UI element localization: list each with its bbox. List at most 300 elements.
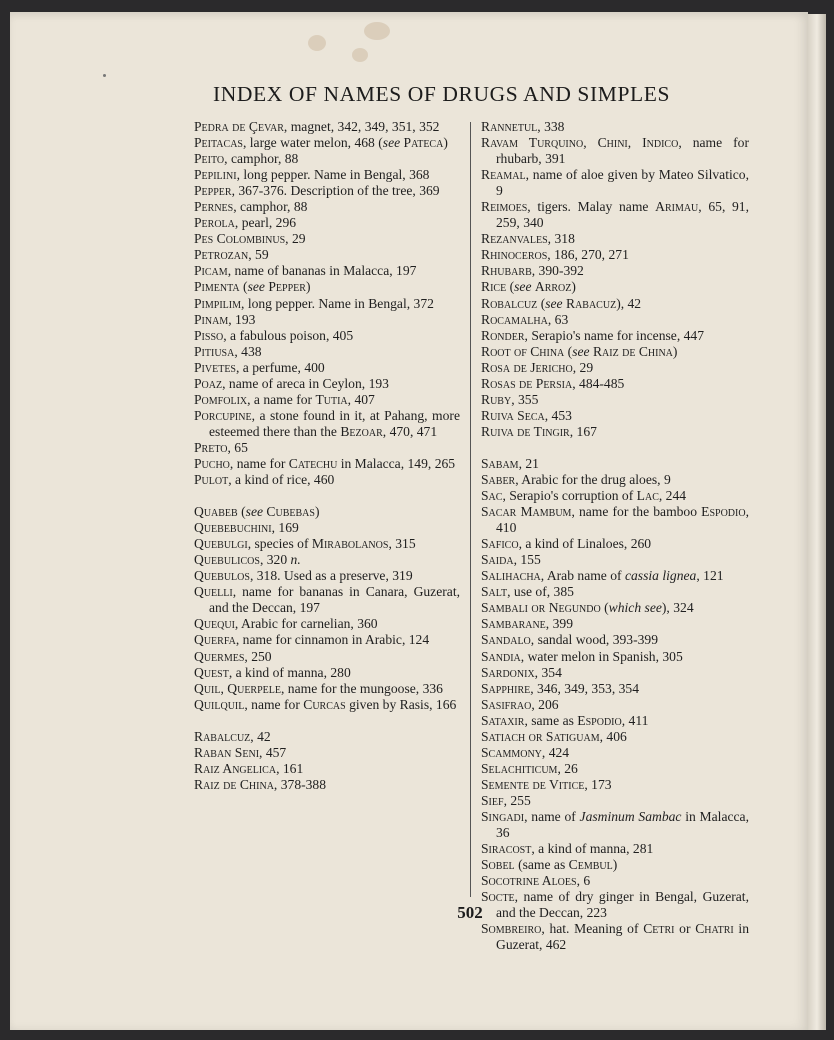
entry-term: Sambarane — [481, 616, 546, 632]
index-entry — [481, 665, 749, 681]
entry-text: , 318 — [547, 231, 575, 247]
entry-text: , name for — [244, 696, 304, 712]
entry-term: Mirabolanos — [311, 536, 389, 552]
entry-term: Salihacha — [481, 568, 541, 584]
entry-term: Cembul — [568, 857, 613, 873]
index-entry — [481, 761, 749, 777]
entry-term: Semente de Vitice — [481, 776, 585, 792]
entry-text: , 186, 270, 271 — [547, 247, 629, 263]
entry-text: , name for — [229, 455, 289, 471]
index-entry — [194, 215, 460, 231]
entry-term: Sobel — [481, 857, 515, 873]
entry-term: Rocamalha — [481, 311, 548, 327]
entry-text: , 411 — [621, 712, 649, 728]
index-entry — [481, 312, 749, 328]
entry-italic: see — [382, 135, 401, 151]
entry-text: , Arab name of — [540, 568, 625, 584]
entry-italic: which see — [608, 600, 662, 616]
index-entry — [481, 873, 749, 889]
index-entry — [194, 536, 460, 552]
index-entry — [481, 729, 749, 745]
index-entry — [194, 231, 460, 247]
entry-text: , 6 — [576, 873, 591, 889]
index-entry — [194, 472, 460, 488]
entry-term: Arroz — [534, 279, 572, 295]
entry-term: Sandia — [481, 648, 521, 664]
entry-term: Espodio — [701, 504, 746, 520]
section-gap — [194, 713, 460, 729]
entry-text: ( — [600, 600, 609, 616]
entry-term: Pedra de Çevar — [194, 119, 284, 134]
entry-term: Lac — [636, 488, 659, 504]
entry-term: Ronder — [481, 327, 525, 343]
index-entry — [194, 745, 460, 761]
entry-text: , 155 — [513, 552, 541, 568]
entry-text: , long pepper. Name in Bengal, 368 — [236, 167, 430, 183]
entry-term: Raiz de China — [194, 776, 274, 792]
entry-term: Cetri — [643, 921, 675, 937]
entry-text: ) — [571, 279, 576, 295]
entry-term: Peitacas — [194, 135, 243, 151]
index-entry — [194, 392, 460, 408]
section-gap — [194, 488, 460, 504]
entry-text: , a kind of Linaloes, 260 — [518, 536, 652, 552]
entry-text: , use of, 385 — [507, 584, 574, 600]
entry-text: given by Rasis, 166 — [345, 696, 457, 712]
index-entry — [194, 296, 460, 312]
index-entry — [194, 312, 460, 328]
entry-text: , Arabic for the drug aloes, 9 — [515, 471, 671, 487]
index-entry — [481, 247, 749, 263]
entry-text: , a kind of rice, 460 — [228, 472, 335, 488]
entry-term: Sardonix — [481, 664, 535, 680]
entry-text: , 315 — [388, 536, 416, 552]
entry-text: , 167 — [569, 423, 597, 439]
entry-term: Quest — [194, 664, 229, 680]
entry-term: Arimau — [655, 199, 699, 215]
index-entry — [481, 488, 749, 504]
entry-italic: see — [247, 279, 265, 295]
entry-text: ( — [564, 343, 573, 359]
entry-text: , 406 — [599, 728, 627, 744]
entry-text: , 26 — [557, 760, 578, 776]
entry-term: Pisso — [194, 327, 224, 343]
entry-text: , 169 — [271, 520, 299, 536]
entry-text: , 161 — [276, 760, 304, 776]
entry-term: Rezanvales — [481, 231, 548, 247]
entry-text: , hat. Meaning of — [541, 921, 644, 937]
entry-term: Pepilini — [194, 167, 237, 183]
entry-term: Porcupine — [194, 407, 252, 423]
index-entry — [481, 584, 749, 600]
entry-text: , 63 — [547, 311, 569, 327]
entry-term: Raiz Angelica — [194, 760, 277, 776]
entry-text: , large water melon, 468 ( — [242, 135, 383, 151]
entry-term: Pernes — [194, 199, 234, 215]
entry-term: Pulot — [194, 472, 229, 488]
entry-text: , 244 — [658, 488, 687, 504]
entry-text: , water melon in Spanish, 305 — [520, 648, 683, 664]
entry-term: Quabeb — [194, 504, 238, 520]
index-entry — [481, 841, 749, 857]
entry-text: , 338 — [537, 119, 565, 134]
index-entry — [194, 183, 460, 199]
entry-term: Quebulos — [194, 568, 250, 584]
page-number: 502 — [457, 903, 483, 922]
entry-text: ) — [314, 504, 320, 520]
entry-text: , 378-388 — [273, 776, 327, 792]
page-edge — [808, 14, 826, 1030]
index-entry — [481, 809, 749, 841]
index-entry — [194, 665, 460, 681]
entry-term: Reamal — [481, 167, 526, 183]
entry-term: Poaz — [194, 375, 223, 391]
index-entry — [194, 376, 460, 392]
entry-term: Cubebas — [266, 504, 315, 520]
entry-term: Chatri — [695, 921, 734, 937]
entry-term: Rice — [481, 279, 507, 295]
entry-text: , 59 — [248, 247, 269, 263]
entry-term: Raban Seni — [194, 744, 260, 760]
entry-term: Root of China — [481, 343, 565, 359]
entry-text: , 407 — [347, 391, 375, 407]
entry-term: Pinam — [194, 311, 229, 327]
entry-text: ( — [239, 279, 248, 295]
entry-text: , 438 — [234, 343, 262, 359]
entry-italic: see — [245, 504, 264, 520]
entry-text: ( — [537, 295, 546, 311]
entry-term: Socte — [481, 889, 515, 905]
entry-text: , 318. Used as a preserve, 319 — [249, 568, 413, 584]
index-entry — [194, 777, 460, 793]
entry-term: Sasifrao — [481, 696, 532, 712]
entry-text: ( — [237, 504, 246, 520]
entry-text: , 390-392 — [531, 263, 584, 279]
entry-term: Raiz de China — [592, 343, 673, 359]
entry-term: Robalcuz — [481, 295, 538, 311]
entry-term: Pimpilim — [194, 295, 242, 311]
entry-text: , sandal wood, 393-399 — [530, 632, 659, 648]
index-entry — [481, 328, 749, 344]
entry-text: , tigers. Malay name — [527, 199, 656, 215]
entry-term: Pitiusa — [194, 343, 235, 359]
entry-text: , 457 — [259, 744, 287, 760]
entry-term: Quequi — [194, 616, 235, 632]
index-entry — [194, 681, 460, 697]
index-entry — [481, 360, 749, 376]
entry-text: , 424 — [541, 744, 570, 760]
entry-text: , 453 — [544, 407, 572, 423]
index-column-right — [481, 119, 749, 953]
entry-text: , camphor, 88 — [233, 199, 308, 215]
entry-term: Quilquil — [194, 696, 245, 712]
index-entry — [194, 344, 460, 360]
entry-text: , — [220, 680, 228, 696]
entry-text: , name of dry ginger in Bengal, Guzerat, and the Deccan, 223 — [496, 889, 749, 921]
entry-term: Peito — [194, 151, 225, 167]
entry-text: , a fabulous poison, 405 — [223, 327, 354, 343]
index-entry — [481, 681, 749, 697]
entry-text: , camphor, 88 — [224, 151, 299, 167]
entry-term: Quebulgi — [194, 536, 248, 552]
entry-text: or — [674, 921, 696, 937]
entry-term: Ruiva Seca — [481, 407, 545, 423]
entry-term: Perola — [194, 215, 235, 231]
entry-term: Quelli — [194, 584, 233, 600]
entry-text: , a name for — [247, 391, 316, 407]
index-entry — [194, 263, 460, 279]
entry-term: Rosa de Jericho — [481, 359, 573, 375]
entry-term: Sacar Mambum — [481, 504, 572, 520]
entry-term: Selachiticum — [481, 760, 558, 776]
index-entry — [481, 568, 749, 584]
entry-text: , 355 — [511, 391, 539, 407]
index-entry — [194, 616, 460, 632]
index-entry — [194, 247, 460, 263]
entry-term: Ruiva de Tingir — [481, 423, 570, 439]
entry-text: , a perfume, 400 — [236, 359, 325, 375]
column-divider — [470, 122, 471, 897]
entry-term: Sambali or Negundo — [481, 600, 601, 616]
entry-text: , a kind of manna, 281 — [531, 841, 654, 857]
entry-text: , 470, 471 — [382, 423, 438, 439]
entry-term: Tutia — [315, 391, 348, 407]
entry-text: , name of — [524, 808, 580, 824]
index-entry — [194, 456, 460, 472]
entry-term: Pucho — [194, 455, 230, 471]
index-entry — [194, 328, 460, 344]
entry-term: Satiach or Satiguam — [481, 728, 600, 744]
index-entry — [481, 392, 749, 408]
entry-term: Sac — [481, 488, 503, 504]
ink-stain — [364, 22, 390, 40]
entry-term: Querpele — [227, 680, 281, 696]
index-entry — [481, 231, 749, 247]
entry-term: Catechu — [288, 455, 338, 471]
entry-text: , 193 — [228, 311, 256, 327]
index-entry — [194, 151, 460, 167]
entry-text: ), 42 — [616, 295, 642, 311]
entry-text: , 484-485 — [572, 375, 625, 391]
entry-text: , a kind of manna, 280 — [228, 664, 351, 680]
entry-term: Ruby — [481, 391, 512, 407]
entry-term: Querfa — [194, 632, 236, 648]
ink-stain — [352, 48, 368, 62]
entry-term: Bezoar — [340, 423, 383, 439]
entry-term: Sombreiro — [481, 921, 542, 937]
index-entry — [194, 440, 460, 456]
index-entry — [481, 713, 749, 729]
entry-term: Quebebuchini — [194, 520, 272, 536]
entry-text: , pearl, 296 — [234, 215, 297, 231]
entry-term: Ravam Turquino, Chini, Indico — [481, 135, 679, 151]
index-entry — [194, 568, 460, 584]
entry-term: Preto — [194, 439, 228, 455]
entry-text: ), 324 — [661, 600, 694, 616]
entry-italic: see — [572, 343, 590, 359]
index-entry — [481, 504, 749, 536]
index-entry — [481, 263, 749, 279]
speck — [103, 74, 106, 77]
entry-term: Salt — [481, 584, 508, 600]
index-entry — [481, 697, 749, 713]
entry-text: , 173 — [584, 776, 612, 792]
entry-text: , a stone found in it, at Pahang, more esteemed there than the — [209, 407, 460, 439]
entry-term: Pepper — [194, 183, 232, 199]
entry-text: , same as — [524, 712, 578, 728]
entry-text: , species of — [247, 536, 312, 552]
entry-term: Quermes — [194, 648, 245, 664]
index-entry — [481, 119, 749, 135]
index-entry — [194, 360, 460, 376]
entry-term: Pepper — [268, 279, 306, 295]
index-entry — [481, 857, 749, 873]
entry-term: Rabacuz — [566, 295, 617, 311]
entry-text: , 121 — [696, 568, 724, 584]
index-entry — [194, 520, 460, 536]
entry-term: Rosas de Persia — [481, 375, 573, 391]
entry-term: Curcas — [303, 696, 346, 712]
entry-text: , 367-376. Description of the tree, 369 — [231, 183, 440, 199]
index-entry — [481, 167, 749, 199]
index-entry — [481, 600, 749, 616]
entry-text: in Guzerat, 462 — [496, 921, 749, 953]
entry-text: ) — [672, 343, 678, 359]
index-entry — [481, 632, 749, 648]
entry-text: , 65, 91, 259, 340 — [496, 199, 749, 231]
entry-text: , 250 — [244, 648, 272, 664]
entry-text: , name for the bamboo — [571, 504, 702, 520]
entry-italic: n. — [290, 552, 301, 568]
entry-term: Sabam — [481, 455, 519, 471]
entry-text: , 410 — [496, 504, 749, 536]
entry-italic: see — [514, 279, 532, 295]
entry-text: , 206 — [531, 696, 559, 712]
entry-term: Picam — [194, 263, 228, 279]
index-entry — [481, 616, 749, 632]
entry-text: , name of bananas in Malacca, 197 — [227, 263, 417, 279]
entry-text: , name for bananas in Canara, Guzerat, and the Deccan, 197 — [209, 584, 460, 616]
entry-term: Espodio — [577, 712, 622, 728]
entry-text: , 255 — [503, 792, 531, 808]
entry-text: , name of aloe given by Mateo Silvatico, 9 — [496, 167, 749, 199]
entry-text: , Arabic for carnelian, 360 — [234, 616, 378, 632]
index-entry — [481, 408, 749, 424]
index-entry — [481, 649, 749, 665]
entry-text: in Malacca, 36 — [496, 808, 749, 841]
entry-term: Saida — [481, 552, 514, 568]
index-entry — [481, 472, 749, 488]
entry-term: Sandalo — [481, 632, 531, 648]
entry-italic: Jasminum Sambac — [579, 808, 682, 824]
entry-term: Socotrine Aloes — [481, 873, 577, 889]
entry-term: Reimoes — [481, 199, 528, 215]
index-entry — [481, 745, 749, 761]
entry-text: , 320 — [259, 552, 291, 568]
index-entry — [194, 199, 460, 215]
entry-text: , name for cinnamon in Arabic, 124 — [235, 632, 430, 648]
index-entry — [481, 921, 749, 953]
index-entry — [481, 536, 749, 552]
entry-text: , 29 — [285, 231, 306, 247]
entry-text: , 346, 349, 353, 354 — [530, 680, 639, 696]
entry-text: , name for the mungoose, 336 — [281, 680, 443, 696]
entry-term: Pivetes — [194, 359, 236, 375]
index-entry — [481, 344, 749, 360]
entry-term: Safico — [481, 536, 519, 552]
ink-stain — [308, 35, 326, 51]
index-column-left — [194, 119, 460, 793]
index-entry — [194, 167, 460, 183]
entry-term: Sief — [481, 792, 504, 808]
index-entry — [194, 729, 460, 745]
entry-term: Sapphire — [481, 680, 531, 696]
index-entry — [481, 777, 749, 793]
index-entry — [194, 697, 460, 713]
index-entry — [481, 456, 749, 472]
page-title: INDEX OF NAMES OF DRUGS AND SIMPLES — [213, 82, 671, 106]
entry-text: , 42 — [250, 728, 271, 744]
index-entry — [481, 135, 749, 167]
entry-text: (same as — [514, 857, 569, 873]
index-entry — [194, 584, 460, 616]
entry-term: Rhinoceros — [481, 247, 548, 263]
entry-text: , 21 — [518, 455, 539, 471]
entry-text: ( — [506, 279, 515, 295]
index-entry — [194, 408, 460, 440]
entry-term: Singadi — [481, 808, 525, 824]
index-entry — [194, 119, 460, 135]
entry-text: , 399 — [545, 616, 573, 632]
entry-text: , Serapio's name for incense, 447 — [524, 327, 705, 343]
entry-term: Petrozan — [194, 247, 249, 263]
entry-term: Pes Colombinus — [194, 231, 286, 247]
entry-text: ) — [612, 857, 618, 873]
entry-term: Rabalcuz — [194, 728, 251, 744]
entry-term: Quil — [194, 680, 221, 696]
entry-text: , name of areca in Ceylon, 193 — [222, 375, 389, 391]
index-entry — [481, 376, 749, 392]
entry-text: in Malacca, 149, 265 — [337, 455, 456, 471]
entry-text: , 65 — [227, 439, 248, 455]
entry-text: , 354 — [534, 664, 562, 680]
entry-term: Rannetul — [481, 119, 538, 134]
entry-text: , long pepper. Name in Bengal, 372 — [241, 295, 434, 311]
entry-term: Pomfolix — [194, 391, 248, 407]
entry-text: , name for rhubarb, 391 — [496, 135, 750, 167]
entry-term: Pimenta — [194, 279, 240, 295]
index-entry — [481, 889, 749, 921]
index-entry — [194, 135, 460, 151]
entry-text: ) — [443, 135, 448, 151]
index-entry — [481, 296, 749, 312]
entry-text: ) — [305, 279, 311, 295]
entry-italic: cassia lignea — [624, 568, 697, 584]
index-entry — [481, 793, 749, 809]
entry-italic: see — [545, 295, 563, 311]
entry-term: Saber — [481, 471, 516, 487]
index-entry — [194, 279, 460, 295]
index-entry — [194, 504, 460, 520]
entry-text: , Serapio's corruption of — [502, 488, 637, 504]
index-entry — [194, 552, 460, 568]
index-entry — [481, 279, 749, 295]
index-entry — [194, 632, 460, 648]
index-entry — [481, 552, 749, 568]
entry-term: Siracost — [481, 841, 532, 857]
index-entry — [481, 199, 749, 231]
section-gap — [481, 440, 749, 456]
